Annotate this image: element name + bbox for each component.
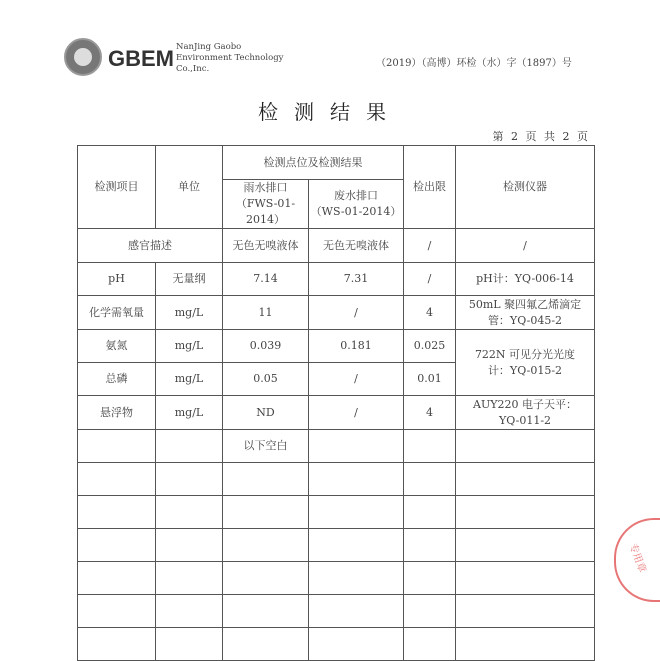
table-row — [78, 430, 595, 463]
cell: / — [309, 296, 404, 330]
header-instrument: 检测仪器 — [456, 146, 595, 229]
header-point2 — [309, 180, 404, 229]
point2-code: （WS-01-2014） — [310, 205, 402, 218]
cell: pH — [78, 263, 156, 296]
report-number: （2019）（高博）环检（水）字（1897）号 — [376, 58, 572, 69]
table-row — [78, 330, 595, 363]
red-seal-stamp — [614, 518, 660, 602]
cell: 0.05 — [223, 363, 309, 396]
cell: pH计：YQ-006-14 — [456, 263, 595, 296]
cell: 氨氮 — [78, 330, 156, 363]
company-line: Co.,Inc. — [176, 64, 210, 74]
cell: 总磷 — [78, 363, 156, 396]
company-line: NanJing Gaobo — [176, 42, 242, 52]
cell: 无色无嗅液体 — [223, 229, 309, 263]
cell: mg/L — [156, 330, 223, 363]
table-row — [78, 263, 595, 296]
header-item: 检测项目 — [78, 146, 156, 229]
cell: 化学需氧量 — [78, 296, 156, 330]
cell: ND — [223, 396, 309, 430]
company-line: Environment Technology — [176, 53, 284, 63]
cell: 11 — [223, 296, 309, 330]
header-point1 — [223, 180, 309, 229]
cell: 0.181 — [309, 330, 404, 363]
table-row — [78, 296, 595, 330]
cell: mg/L — [156, 363, 223, 396]
table-row — [78, 229, 595, 263]
point1-code: （FWS-01-2014） — [235, 197, 296, 226]
results-table — [77, 145, 595, 661]
cell: / — [456, 229, 595, 263]
cell: 无量纲 — [156, 263, 223, 296]
cell: AUY220 电子天平：YQ-011-2 — [456, 396, 595, 430]
cell: mg/L — [156, 296, 223, 330]
blank-note: 以下空白 — [223, 430, 309, 463]
cell: / — [404, 229, 456, 263]
cell: 感官描述 — [78, 229, 223, 263]
header-limit: 检出限 — [404, 146, 456, 229]
cell: 4 — [404, 396, 456, 430]
cell: 4 — [404, 296, 456, 330]
company-logo — [64, 38, 102, 76]
cell: 722N 可见分光光度计：YQ-015-2 — [456, 330, 595, 396]
cell: 悬浮物 — [78, 396, 156, 430]
header-unit: 单位 — [156, 146, 223, 229]
cell: 7.31 — [309, 263, 404, 296]
page-info: 第 2 页 共 2 页 — [492, 130, 590, 143]
cell: 0.025 — [404, 330, 456, 363]
cell: / — [309, 363, 404, 396]
cell: 无色无嗅液体 — [309, 229, 404, 263]
cell: / — [309, 396, 404, 430]
header-points: 检测点位及检测结果 — [223, 146, 404, 180]
brand-name: GBEM — [108, 46, 174, 71]
cell: 0.01 — [404, 363, 456, 396]
cell: / — [404, 263, 456, 296]
cell: 7.14 — [223, 263, 309, 296]
page-title: 检测结果 — [258, 100, 402, 124]
stamp-text: 专用章 — [626, 542, 648, 575]
point1-name: 雨水排口 — [243, 181, 288, 194]
cell: 50mL 聚四氟乙烯滴定管：YQ-045-2 — [456, 296, 595, 330]
table-row — [78, 396, 595, 430]
company-name — [176, 42, 283, 75]
cell: mg/L — [156, 396, 223, 430]
cell: 0.039 — [223, 330, 309, 363]
point2-name: 废水排口 — [334, 189, 378, 202]
